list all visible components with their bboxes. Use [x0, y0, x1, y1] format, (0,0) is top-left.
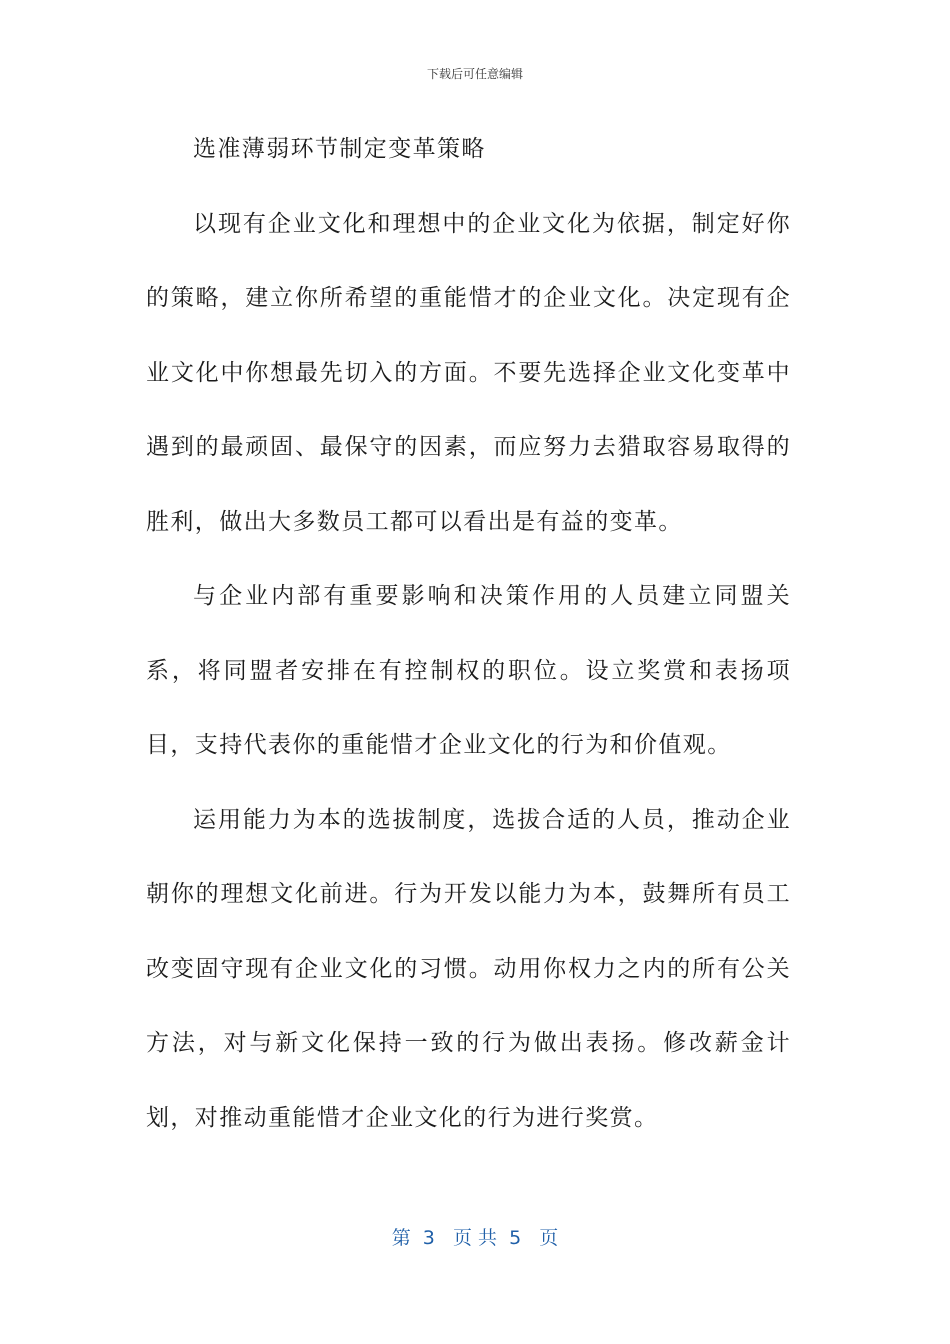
page-header: 下载后可任意编辑: [426, 67, 523, 81]
page-number-footer: 第 3 页 共 5 页: [391, 1227, 559, 1249]
document-body: [146, 112, 791, 1155]
section-heading: 选准薄弱环节制定变革策略: [193, 136, 486, 162]
paragraph-selection: 运用能力为本的选拔制度，选拔合适的人员，推动企业朝你的理想文化前进。行为开发以能力为本，鼓舞所有员工改变固守现有企业文化的习惯。动用你权力之内的所有公关方法，对与新文化保持一致的行为做出表扬。修改薪金计划，对推动重能惜才企业文化的行为进行奖赏。: [146, 806, 791, 1131]
paragraph-strategy: 以现有企业文化和理想中的企业文化为依据，制定好你的策略，建立你所希望的重能惜才的企业文化。决定现有企业文化中你想最先切入的方面。不要先选择企业文化变革中遇到的最顽固、最保守的因素，而应努力去猎取容易取得的胜利，做出大多数员工都可以看出是有益的变革。: [146, 210, 791, 535]
paragraph-alliance: 与企业内部有重要影响和决策作用的人员建立同盟关系，将同盟者安排在有控制权的职位。设立奖赏和表扬项目，支持代表你的重能惜才企业文化的行为和价值观。: [146, 583, 791, 758]
